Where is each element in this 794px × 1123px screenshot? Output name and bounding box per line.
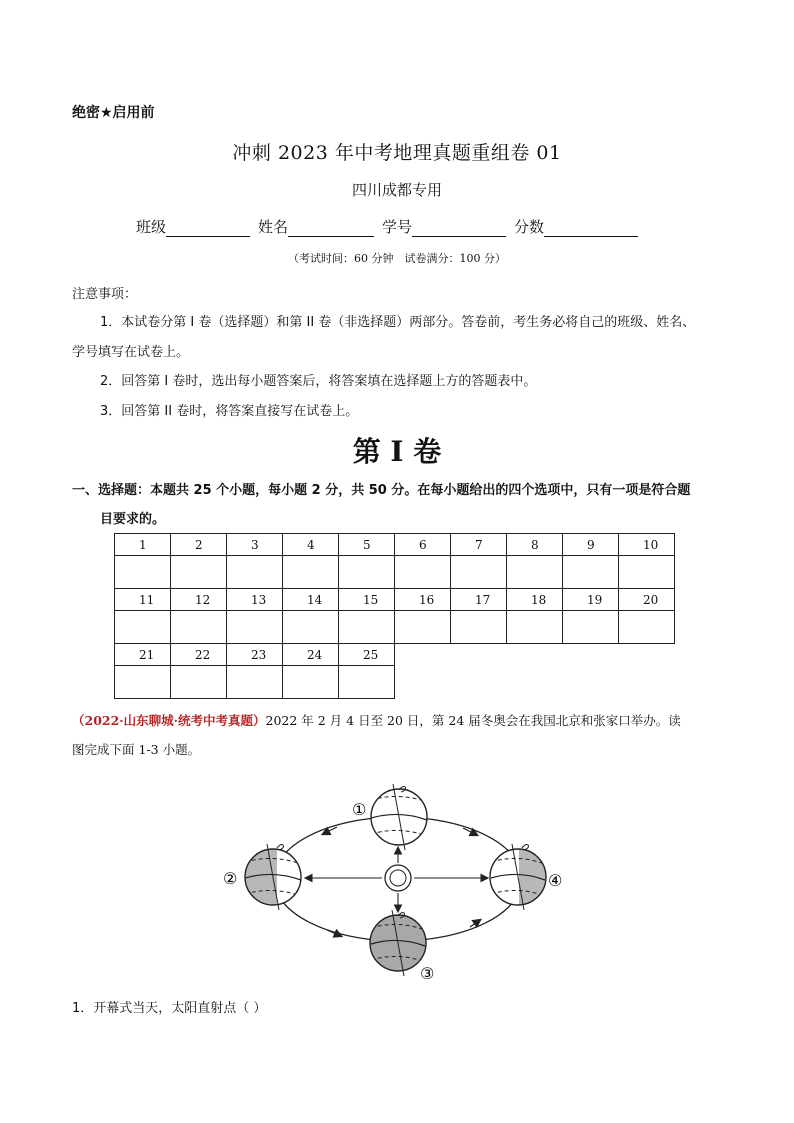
answer-cell[interactable] xyxy=(339,556,395,589)
question-source: （2022·山东聊城·统考中考真题） xyxy=(72,713,266,728)
answer-cell[interactable] xyxy=(227,666,283,699)
answer-cell[interactable] xyxy=(563,611,619,644)
answer-number-row xyxy=(115,589,675,611)
answer-number: 16 xyxy=(395,589,451,611)
answer-number: 20 xyxy=(619,589,675,611)
notes-title: 注意事项： xyxy=(72,287,138,302)
answer-cell[interactable] xyxy=(115,611,171,644)
answer-cell[interactable] xyxy=(451,556,507,589)
answer-cell[interactable] xyxy=(115,556,171,589)
answer-number: 8 xyxy=(507,534,563,556)
student-info-fields xyxy=(136,216,646,237)
answer-blank-row xyxy=(115,611,675,644)
diagram-label-3: ③ xyxy=(420,964,435,983)
answer-number: 19 xyxy=(563,589,619,611)
answer-cell[interactable] xyxy=(507,611,563,644)
answer-number: 15 xyxy=(339,589,395,611)
answer-number: 2 xyxy=(171,534,227,556)
part-title: 第 I 卷 xyxy=(352,435,442,468)
orbit-arrow xyxy=(327,930,341,936)
answer-cell[interactable] xyxy=(283,611,339,644)
note-item-3: 3．回答第 II 卷时，将答案直接写在试卷上。 xyxy=(100,404,359,419)
answer-number: 7 xyxy=(451,534,507,556)
answer-cell[interactable] xyxy=(451,611,507,644)
exam-info: （考试时间：60 分钟 试卷满分：100 分） xyxy=(288,252,506,265)
diagram-label-4: ④ xyxy=(548,871,563,890)
answer-number: 4 xyxy=(283,534,339,556)
earth-position-1 xyxy=(365,784,435,855)
answer-number: 21 xyxy=(115,644,171,666)
answer-number: 25 xyxy=(339,644,395,666)
answer-cell[interactable] xyxy=(395,611,451,644)
page-title: 冲刺 2023 年中考地理真题重组卷 01 xyxy=(232,142,562,164)
section-heading: 一、选择题：本题共 25 个小题，每小题 2 分，共 50 分。在每小题给出的四个选项中，只有一项是符合题 xyxy=(72,483,691,498)
question-intro-cont: 图完成下面 1-3 小题。 xyxy=(72,742,201,757)
answer-cell[interactable] xyxy=(227,556,283,589)
sun-icon xyxy=(385,865,411,891)
answer-cell[interactable] xyxy=(339,666,395,699)
answer-number: 6 xyxy=(395,534,451,556)
field-label-score: 分数 xyxy=(514,218,545,236)
answer-number: 1 xyxy=(115,534,171,556)
answer-cell[interactable] xyxy=(283,556,339,589)
question-intro xyxy=(72,706,732,736)
note-item-2: 2．回答第 I 卷时，选出每小题答案后，将答案填在选择题上方的答题表中。 xyxy=(100,374,537,389)
earth-orbit-diagram xyxy=(215,770,575,985)
question-1: 1．开幕式当天，太阳直射点（ ） xyxy=(72,1001,267,1016)
answer-cell[interactable] xyxy=(507,556,563,589)
answer-cell[interactable] xyxy=(563,556,619,589)
answer-cell[interactable] xyxy=(283,666,339,699)
answer-number: 10 xyxy=(619,534,675,556)
answer-cell[interactable] xyxy=(339,611,395,644)
answer-cell[interactable] xyxy=(171,666,227,699)
diagram-label-1: ① xyxy=(352,800,367,819)
answer-number: 17 xyxy=(451,589,507,611)
diagram-label-2: ② xyxy=(223,869,238,888)
orbit-arrow xyxy=(323,827,337,834)
field-label-name: 姓名 xyxy=(258,218,289,236)
note-item-1-cont: 学号填写在试卷上。 xyxy=(72,345,190,360)
answer-cell[interactable] xyxy=(227,611,283,644)
note-item-1: 1．本试卷分第 I 卷（选择题）和第 II 卷（非选择题）两部分。答卷前，考生务必将自己的班级、姓名、 xyxy=(100,315,696,330)
field-label-class: 班级 xyxy=(136,218,167,236)
field-blank-class[interactable] xyxy=(166,220,250,237)
answer-cell[interactable] xyxy=(115,666,171,699)
page-subtitle: 四川成都专用 xyxy=(351,181,442,199)
answer-number: 24 xyxy=(283,644,339,666)
answer-blank-row xyxy=(115,556,675,589)
answer-number: 12 xyxy=(171,589,227,611)
answer-cell[interactable] xyxy=(171,556,227,589)
answer-cell[interactable] xyxy=(619,611,675,644)
answer-cell[interactable] xyxy=(171,611,227,644)
answer-number: 13 xyxy=(227,589,283,611)
answer-cell[interactable] xyxy=(395,556,451,589)
field-blank-name[interactable] xyxy=(288,220,374,237)
answer-number: 23 xyxy=(227,644,283,666)
answer-number-row xyxy=(115,534,675,556)
confidential-label: 绝密★启用前 xyxy=(72,105,155,121)
field-label-id: 学号 xyxy=(382,218,413,236)
field-blank-id[interactable] xyxy=(412,220,506,237)
answer-number-row xyxy=(115,644,675,666)
answer-table xyxy=(114,533,675,699)
field-blank-score[interactable] xyxy=(544,220,638,237)
earth-position-2 xyxy=(239,844,317,915)
answer-number: 3 xyxy=(227,534,283,556)
answer-number: 14 xyxy=(283,589,339,611)
answer-blank-row xyxy=(115,666,675,699)
question-intro-text: 2022 年 2 月 4 日至 20 日，第 24 届冬奥会在我国北京和张家口举办。读 xyxy=(265,713,681,728)
answer-number: 18 xyxy=(507,589,563,611)
answer-cell[interactable] xyxy=(619,556,675,589)
answer-number: 22 xyxy=(171,644,227,666)
answer-number: 5 xyxy=(339,534,395,556)
answer-number: 9 xyxy=(563,534,619,556)
answer-number: 11 xyxy=(115,589,171,611)
section-heading-cont: 目要求的。 xyxy=(100,512,166,527)
